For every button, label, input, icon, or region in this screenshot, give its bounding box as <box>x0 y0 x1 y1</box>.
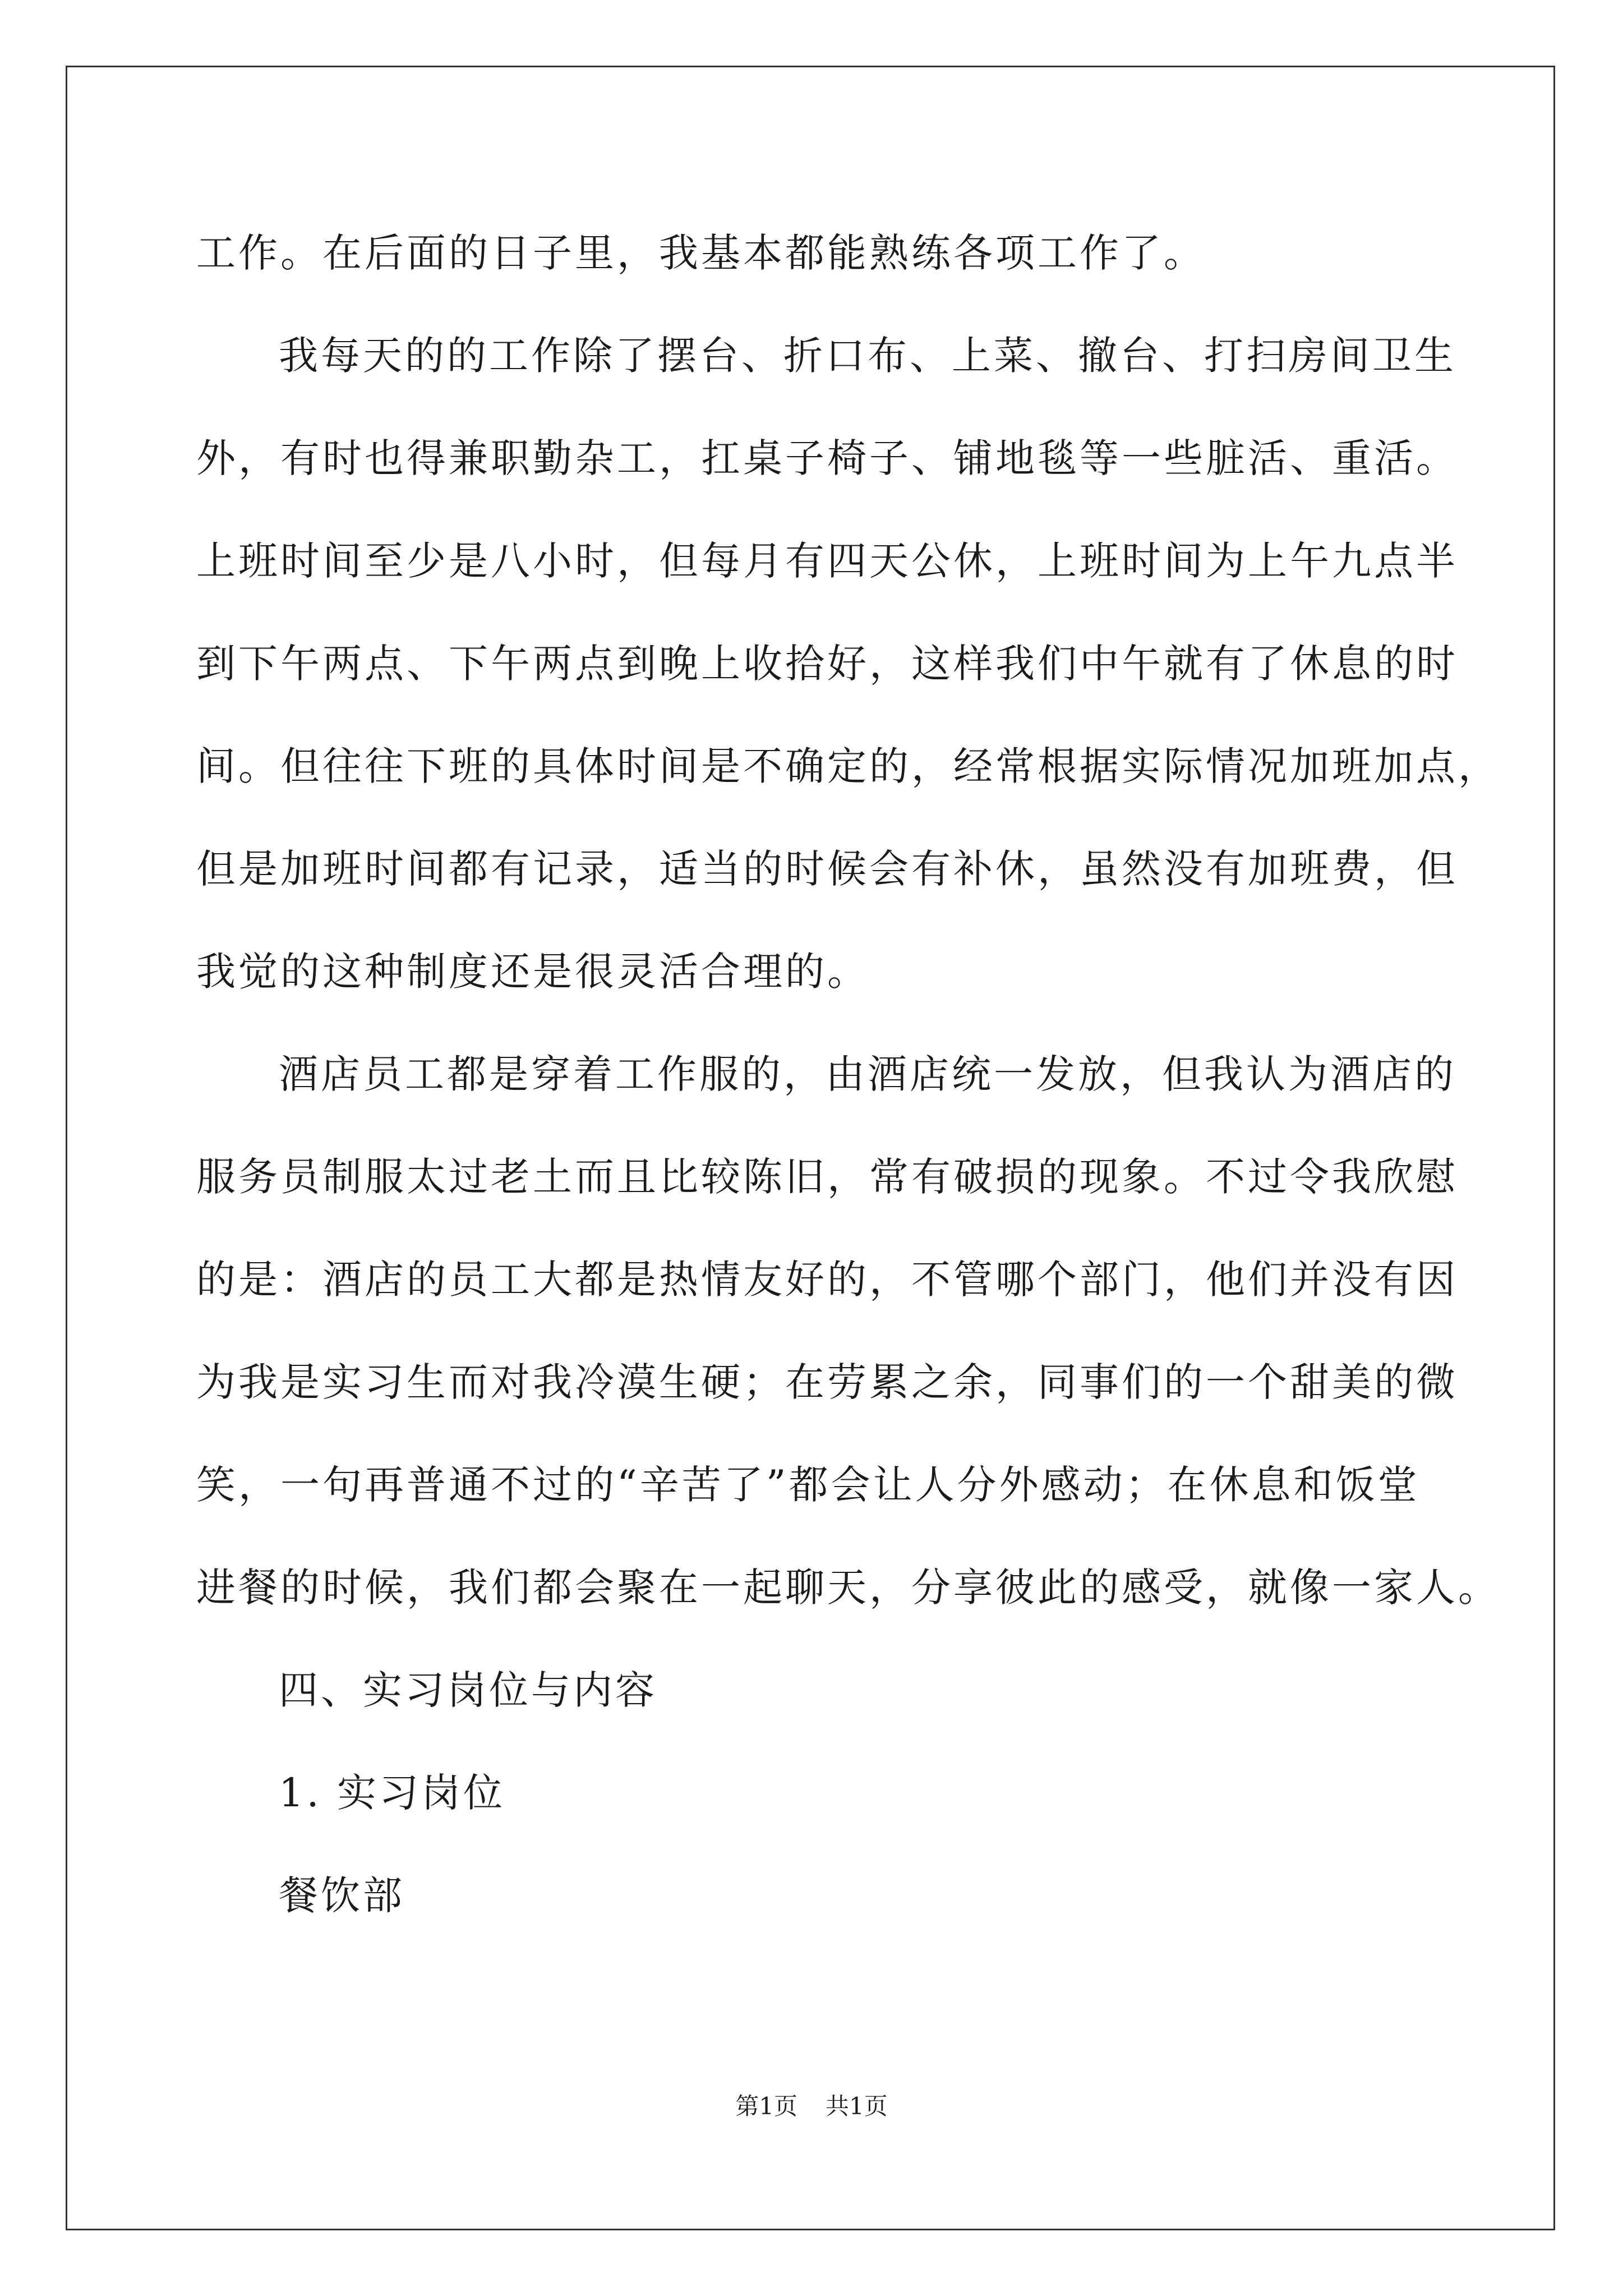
body-line-10: 服务员制服太过老土而且比较陈旧，常有破损的现象。不过令我欣慰 <box>196 1154 1458 1200</box>
body-line-5: 到下午两点、下午两点到晚上收拾好，这样我们中午就有了休息的时 <box>196 641 1458 687</box>
body-line-2: 我每天的的工作除了摆台、折口布、上菜、撤台、打扫房间卫生 <box>279 333 1456 379</box>
body-line-3: 外，有时也得兼职勤杂工，扛桌子椅子、铺地毯等一些脏活、重活。 <box>196 435 1458 481</box>
body-line-9: 酒店员工都是穿着工作服的，由酒店统一发放，但我认为酒店的 <box>279 1051 1456 1097</box>
page-number-current: 第1页 <box>735 2092 797 2120</box>
body-line-11: 的是：酒店的员工大都是热情友好的，不管哪个部门，他们并没有因 <box>196 1257 1458 1303</box>
body-line-13: 笑，一句再普通不过的“辛苦了”都会让人分外感动；在休息和饭堂 <box>196 1462 1420 1508</box>
body-line-4: 上班时间至少是八小时，但每月有四天公休，上班时间为上午九点半 <box>196 538 1458 584</box>
body-line-7: 但是加班时间都有记录，适当的时候会有补休，虽然没有加班费，但 <box>196 846 1458 892</box>
page-number-total: 共1页 <box>826 2092 888 2120</box>
body-line-12: 为我是实习生而对我冷漠生硬；在劳累之余，同事们的一个甜美的微 <box>196 1359 1458 1405</box>
body-line-6: 间。但往往下班的具体时间是不确定的，经常根据实际情况加班加点， <box>196 743 1500 789</box>
section-heading: 四、实习岗位与内容 <box>279 1667 657 1713</box>
department-label: 餐饮部 <box>279 1872 405 1918</box>
subsection-heading: 1. 实习岗位 <box>279 1770 506 1816</box>
document-body <box>196 202 1500 1947</box>
body-line-14: 进餐的时候，我们都会聚在一起聊天，分享彼此的感受，就像一家人。 <box>196 1565 1500 1611</box>
body-line-8: 我觉的这种制度还是很灵活合理的。 <box>196 949 869 995</box>
page-footer <box>0 2090 1623 2123</box>
body-line-1: 工作。在后面的日子里，我基本都能熟练各项工作了。 <box>196 230 1206 276</box>
